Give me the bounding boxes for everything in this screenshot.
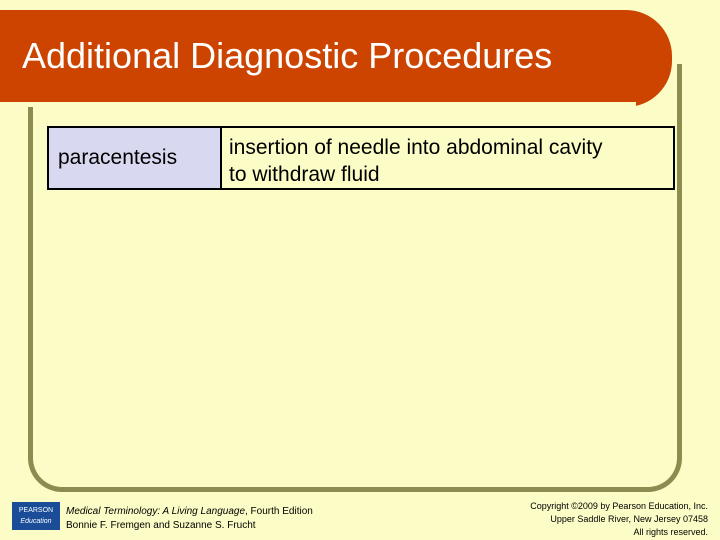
book-authors: Bonnie F. Fremgen and Suzanne S. Frucht <box>66 520 256 531</box>
definition-cell <box>222 128 673 188</box>
logo-line-2: Education <box>20 518 52 525</box>
definition-line-2: to withdraw fluid <box>229 163 380 186</box>
pearson-logo <box>12 502 60 530</box>
copyright-line-1: Copyright ©2009 by Pearson Education, Inc. <box>530 501 708 511</box>
page-title: Additional Diagnostic Procedures <box>22 35 553 76</box>
definition-table <box>47 126 675 190</box>
copyright-line-3: All rights reserved. <box>633 527 708 537</box>
copyright-line-2: Upper Saddle River, New Jersey 07458 <box>550 514 708 524</box>
term-cell: paracentesis <box>49 128 222 188</box>
logo-line-1: PEARSON <box>18 507 54 514</box>
definition-line-1: insertion of needle into abdominal cavity <box>229 136 603 159</box>
footer-copyright <box>530 500 708 539</box>
footer-citation <box>66 505 313 533</box>
book-title: Medical Terminology: A Living Language <box>66 506 245 517</box>
book-edition: , Fourth Edition <box>245 506 313 517</box>
title-underline <box>0 102 636 107</box>
